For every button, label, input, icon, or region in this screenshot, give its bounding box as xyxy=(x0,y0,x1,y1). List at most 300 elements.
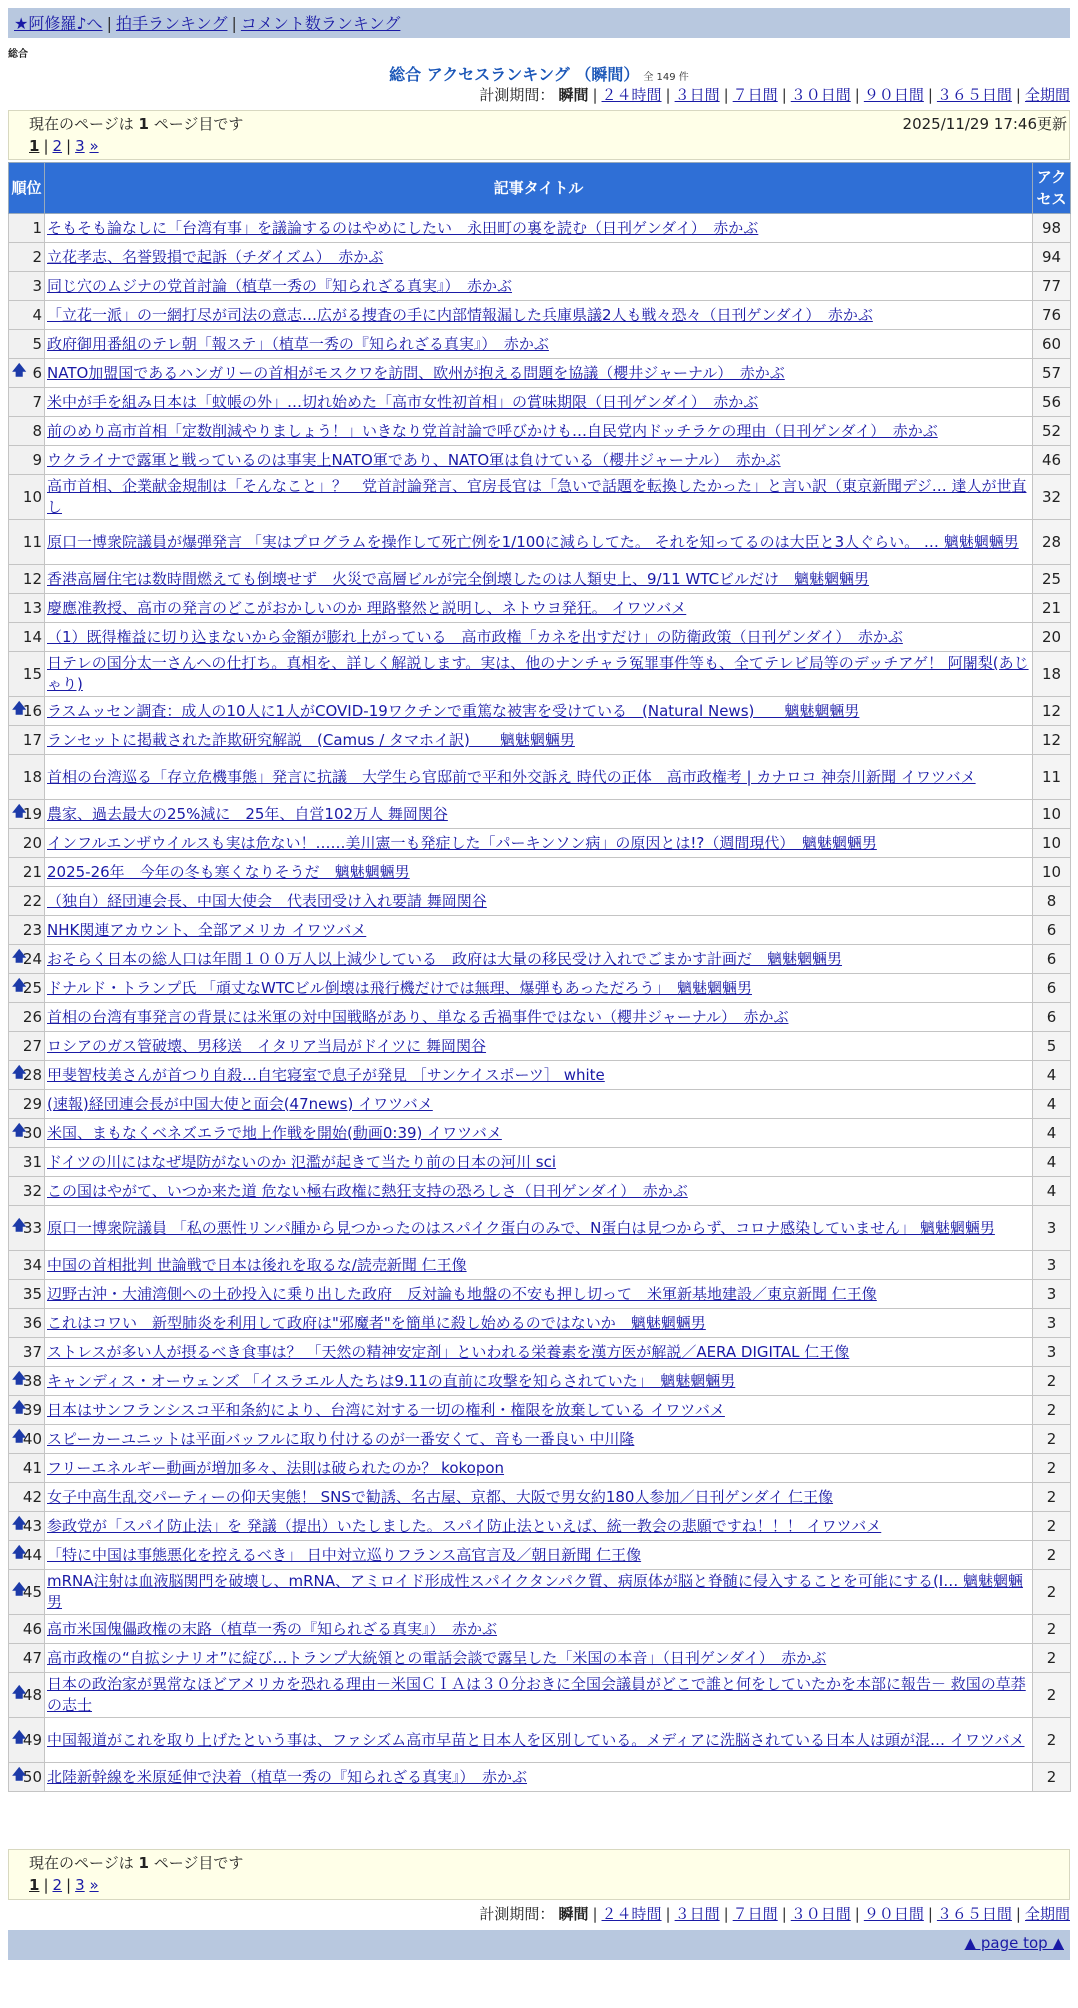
rank-number: 37 xyxy=(22,1343,42,1361)
article-title-link[interactable]: 原口一博衆院議員 「私の悪性リンパ腫から見つかったのはスパイク蛋白のみで、N蛋白は見つからず、コロナ感染していません」 魑魅魍魎男 xyxy=(47,1218,995,1237)
rank-cell xyxy=(9,1541,45,1570)
arrow-up-icon: 🡅 xyxy=(12,700,27,717)
article-title-link[interactable]: おそらく日本の総人口は年間１００万人以上減少している 政府は大量の移民受け入れでごまかす計画だ 魑魅魍魎男 xyxy=(47,949,843,968)
access-count: 4 xyxy=(1033,1090,1071,1119)
title-cell xyxy=(45,1206,1033,1251)
period-7d-link[interactable]: ７日間 xyxy=(732,1905,778,1923)
arrow-up-icon: 🡅 xyxy=(12,1515,27,1532)
rank-number: 50 xyxy=(22,1768,42,1786)
pager-page-2-link[interactable]: 2 xyxy=(52,1876,63,1894)
access-count: 2 xyxy=(1033,1570,1071,1615)
title-cell xyxy=(45,1570,1033,1615)
article-title-link[interactable]: 米中が手を組み日本は「蚊帳の外」…切れ始めた「高市女性初首相」の賞味期限（日刊ゲンダイ） 赤かぶ xyxy=(47,392,759,411)
period-24h-link[interactable]: ２４時間 xyxy=(601,86,662,104)
rank-cell xyxy=(9,1119,45,1148)
pager-status-text: 現在のページは xyxy=(29,1854,139,1872)
article-title-link[interactable]: 首相の台湾巡る「存立危機事態」発言に抗議 大学生ら官邸前で平和外交訴え 時代の正体 高市政権考 | カナロコ 神奈川新聞 イワツバメ xyxy=(47,767,976,786)
title-cell xyxy=(45,520,1033,565)
article-title-link[interactable]: スピーカーユニットは平面バッフルに取り付けるのが一番安くて、音も一番良い 中川隆 xyxy=(47,1429,635,1448)
article-title-link[interactable]: 参政党が「スパイ防止法」を 発議（提出）いたしました。スパイ防止法といえば、統一教会の悲願ですね！！！ イワツバメ xyxy=(47,1516,882,1535)
access-count: 2 xyxy=(1033,1718,1071,1763)
title-cell xyxy=(45,594,1033,623)
title-cell xyxy=(45,1148,1033,1177)
article-title-link[interactable]: 慶應准教授、高市の発言のどこがおかしいのか 理路整然と説明し、ネトウヨ発狂。 イワツバメ xyxy=(47,598,687,617)
period-90d-link[interactable]: ９０日間 xyxy=(863,86,924,104)
access-count: 10 xyxy=(1033,800,1071,829)
rank-cell xyxy=(9,755,45,800)
table-row xyxy=(9,388,1071,417)
title-cell xyxy=(45,475,1033,520)
access-count: 6 xyxy=(1033,945,1071,974)
title-cell xyxy=(45,916,1033,945)
rank-column-header: 順位 xyxy=(9,163,45,214)
rank-number: 39 xyxy=(22,1401,42,1419)
arrow-up-icon: 🡅 xyxy=(12,1217,27,1234)
rank-number: 31 xyxy=(22,1153,42,1171)
period-all-link[interactable]: 全期間 xyxy=(1024,1905,1070,1923)
rank-cell xyxy=(9,726,45,755)
pager-links xyxy=(29,1874,1049,1896)
rank-number: 30 xyxy=(22,1124,42,1142)
table-row xyxy=(9,697,1071,726)
table-row xyxy=(9,916,1071,945)
access-count: 6 xyxy=(1033,916,1071,945)
pager-status-text: 現在のページは xyxy=(29,115,139,133)
access-count: 57 xyxy=(1033,359,1071,388)
rank-number: 2 xyxy=(32,248,42,266)
arrow-up-icon: 🡅 xyxy=(12,803,27,820)
article-title-link[interactable]: mRNA注射は血液脳関門を破壊し、mRNA、アミロイド形成性スパイクタンパク質、病原体が脳と脊髄に侵入することを可能にする(I… 魑魅魍魎男 xyxy=(47,1572,1023,1611)
title-cell xyxy=(45,1483,1033,1512)
access-count: 18 xyxy=(1033,652,1071,697)
arrow-up-icon: 🡅 xyxy=(12,1544,27,1561)
updated-timestamp: 2025/11/29 17:46更新 xyxy=(902,115,1067,133)
rank-cell xyxy=(9,446,45,475)
rank-cell xyxy=(9,1454,45,1483)
rank-cell xyxy=(9,1570,45,1615)
rank-number: 35 xyxy=(22,1285,42,1303)
period-7d-link[interactable]: ７日間 xyxy=(732,86,778,104)
comment-ranking-link[interactable]: コメント数ランキング xyxy=(240,14,401,33)
article-title-link[interactable]: キャンディス・オーウェンズ 「イスラエル人たちは9.11の直前に攻撃を知らされていた」 魑魅魍魎男 xyxy=(47,1371,736,1390)
rank-number: 29 xyxy=(22,1095,42,1113)
article-title-link[interactable]: ストレスが多い人が摂るべき食事は？ 「天然の精神安定剤」といわれる栄養素を漢方医が解説／AERA DIGITAL 仁王像 xyxy=(47,1342,850,1361)
title-cell xyxy=(45,755,1033,800)
article-title-link[interactable]: 「特に中国は事態悪化を控えるべき」 日中対立巡りフランス高官言及／朝日新聞 仁王像 xyxy=(47,1545,642,1564)
article-title-link[interactable]: インフルエンザウイルスも実は危ない！……美川憲一も発症した「パーキンソン病」の原因とは!?（週間現代） 魑魅魍魎男 xyxy=(47,833,877,852)
rank-number: 36 xyxy=(22,1314,42,1332)
access-count: 2 xyxy=(1033,1644,1071,1673)
rank-cell xyxy=(9,829,45,858)
pager-page-3-link[interactable]: 3 xyxy=(75,137,85,155)
title-cell xyxy=(45,214,1033,243)
rank-number: 49 xyxy=(22,1731,42,1749)
pager-current-page: 1 xyxy=(29,1876,40,1894)
article-title-link[interactable]: ドイツの川にはなぜ堤防がないのか 氾濫が起きて当たり前の日本の河川 sci xyxy=(47,1152,557,1171)
rank-cell xyxy=(9,1425,45,1454)
arrow-up-icon: 🡅 xyxy=(12,1122,27,1139)
table-row xyxy=(9,1718,1071,1763)
access-count: 3 xyxy=(1033,1206,1071,1251)
table-row xyxy=(9,1032,1071,1061)
rank-number: 22 xyxy=(22,892,42,910)
pager-current-page: 1 xyxy=(29,137,40,155)
title-cell xyxy=(45,1309,1033,1338)
period-separator: | xyxy=(927,86,933,104)
table-row xyxy=(9,1280,1071,1309)
period-30d-link[interactable]: ３０日間 xyxy=(790,1905,851,1923)
rank-cell xyxy=(9,1483,45,1512)
arrow-up-icon: 🡅 xyxy=(12,1370,27,1387)
period-selector xyxy=(479,84,1070,105)
arrow-up-icon: 🡅 xyxy=(12,1399,27,1416)
ranking-table xyxy=(8,162,1071,1792)
arrow-up-icon: 🡅 xyxy=(12,948,27,965)
article-title-link[interactable]: 辺野古沖・大浦湾側への土砂投入に乗り出した政府 反対論も地盤の不安も押し切って 米軍新基地建設／東京新聞 仁王像 xyxy=(47,1284,877,1303)
arrow-up-icon: 🡅 xyxy=(12,1064,27,1081)
access-count: 20 xyxy=(1033,623,1071,652)
period-separator: | xyxy=(854,86,860,104)
rank-number: 47 xyxy=(22,1649,42,1667)
rank-cell xyxy=(9,1644,45,1673)
title-cell xyxy=(45,1541,1033,1570)
title-cell xyxy=(45,1090,1033,1119)
article-title-link[interactable]: 高市首相、企業献金規制は「そんなこと」？ 党首討論発言、官房長官は「急いで話題を転換したかった」と言い訳（東京新聞デジ… 達人が世直し xyxy=(47,477,1027,516)
article-title-link[interactable]: 高市米国傀儡政権の末路（植草一秀の『知られざる真実』） 赤かぶ xyxy=(47,1619,498,1638)
rank-number: 11 xyxy=(22,533,42,551)
access-count: 12 xyxy=(1033,697,1071,726)
rank-number: 7 xyxy=(32,393,42,411)
access-count: 4 xyxy=(1033,1061,1071,1090)
article-title-link[interactable]: ロシアのガス管破壊、男移送 イタリア当局がドイツに 舞岡関谷 xyxy=(47,1036,487,1055)
article-title-link[interactable]: そもそも論なしに「台湾有事」を議論するのはやめにしたい 永田町の裏を読む（日刊ゲンダイ） 赤かぶ xyxy=(47,218,759,237)
pager-next-link[interactable]: » xyxy=(89,137,99,155)
table-row xyxy=(9,652,1071,697)
rank-cell xyxy=(9,800,45,829)
access-count: 3 xyxy=(1033,1280,1071,1309)
rank-cell xyxy=(9,697,45,726)
rank-cell xyxy=(9,1177,45,1206)
arrow-up-icon: 🡅 xyxy=(12,977,27,994)
access-count: 10 xyxy=(1033,858,1071,887)
top-nav-bar xyxy=(8,8,1070,38)
table-row xyxy=(9,1119,1071,1148)
nav-separator: | xyxy=(231,14,237,33)
table-row xyxy=(9,1177,1071,1206)
title-cell xyxy=(45,330,1033,359)
period-separator: | xyxy=(665,86,671,104)
article-title-link[interactable]: 「立花一派」の一網打尽が司法の意志…広がる捜査の手に内部情報漏した兵庫県議2人も戦々恐々（日刊ゲンダイ） 赤かぶ xyxy=(47,305,873,324)
rank-number: 9 xyxy=(32,451,42,469)
title-cell xyxy=(45,1177,1033,1206)
title-cell xyxy=(45,1763,1033,1792)
period-separator: | xyxy=(1015,86,1021,104)
table-row xyxy=(9,974,1071,1003)
title-cell xyxy=(45,1251,1033,1280)
access-count: 56 xyxy=(1033,388,1071,417)
table-row xyxy=(9,475,1071,520)
title-cell xyxy=(45,858,1033,887)
rank-number: 26 xyxy=(22,1008,42,1026)
arrow-up-icon: 🡅 xyxy=(12,1729,27,1746)
rank-number: 4 xyxy=(32,306,42,324)
category-label: 総合 xyxy=(8,49,28,60)
period-365d-link[interactable]: ３６５日間 xyxy=(936,1905,1012,1923)
rank-cell xyxy=(9,945,45,974)
article-title-link[interactable]: 中国の首相批判 世論戦で日本は後れを取るな/読売新聞 仁王像 xyxy=(47,1255,467,1274)
title-cell xyxy=(45,1615,1033,1644)
rank-cell xyxy=(9,1280,45,1309)
table-row xyxy=(9,1338,1071,1367)
article-title-link[interactable]: 前のめり高市首相「定数削減やりましょう！」いきなり党首討論で呼びかけも…自民党内ドッチラケの理由（日刊ゲンダイ） 赤かぶ xyxy=(47,421,938,440)
table-row xyxy=(9,214,1071,243)
access-count: 94 xyxy=(1033,243,1071,272)
period-365d-link[interactable]: ３６５日間 xyxy=(936,86,1012,104)
applause-ranking-link[interactable]: 拍手ランキング xyxy=(115,14,228,33)
article-title-link[interactable]: NATO加盟国であるハンガリーの首相がモスクワを訪問、欧州が抱える問題を協議（櫻井ジャーナル） 赤かぶ xyxy=(47,363,785,382)
access-count: 98 xyxy=(1033,214,1071,243)
rank-cell xyxy=(9,243,45,272)
period-3d-link[interactable]: ３日間 xyxy=(674,1905,720,1923)
access-count: 2 xyxy=(1033,1396,1071,1425)
table-row xyxy=(9,1644,1071,1673)
title-cell xyxy=(45,623,1033,652)
title-cell xyxy=(45,1003,1033,1032)
title-cell xyxy=(45,417,1033,446)
table-row xyxy=(9,446,1071,475)
table-row xyxy=(9,755,1071,800)
table-row xyxy=(9,1148,1071,1177)
asyura-home-link[interactable]: ★阿修羅♪へ xyxy=(14,14,103,33)
rank-cell xyxy=(9,1367,45,1396)
article-title-link[interactable]: フリーエネルギー動画が増加多々、法則は破られたのか？ kokopon xyxy=(47,1458,505,1477)
pager-status-line xyxy=(29,113,1067,135)
pager-page-3-link[interactable]: 3 xyxy=(75,1876,85,1894)
article-title-link[interactable]: ドナルド・トランプ氏 「頑丈なWTCビル倒壊は飛行機だけでは無理、爆弾もあっただろう」 魑魅魍魎男 xyxy=(47,978,752,997)
table-row xyxy=(9,1673,1071,1718)
article-title-link[interactable]: 2025-26年 今年の冬も寒くなりそうだ 魑魅魍魎男 xyxy=(47,862,410,881)
rank-cell xyxy=(9,1206,45,1251)
ranking-title xyxy=(0,62,1078,85)
period-all-link[interactable]: 全期間 xyxy=(1024,86,1070,104)
title-cell xyxy=(45,1396,1033,1425)
footer-bar xyxy=(8,1930,1070,1960)
access-count: 28 xyxy=(1033,520,1071,565)
period-separator: | xyxy=(723,1905,729,1923)
rank-number: 21 xyxy=(22,863,42,881)
article-title-link[interactable]: ランセットに掲載された詐欺研究解説 (Camus / タマホイ訳) 魑魅魍魎男 xyxy=(47,730,575,749)
period-selector-bottom xyxy=(479,1903,1070,1924)
rank-number: 8 xyxy=(32,422,42,440)
article-title-link[interactable]: (速報)経団連会長が中国大使と面会(47news) イワツバメ xyxy=(47,1094,433,1113)
period-30d-link[interactable]: ３０日間 xyxy=(790,86,851,104)
article-title-link[interactable]: 女子中高生乱交パーティーの仰天実態！ SNSで勧誘、名古屋、京都、大阪で男女約180人参加／日刊ゲンダイ 仁王像 xyxy=(47,1487,834,1506)
page-top-link[interactable]: ▲ page top ▲ xyxy=(964,1934,1064,1952)
rank-number: 38 xyxy=(22,1372,42,1390)
access-count: 77 xyxy=(1033,272,1071,301)
table-row xyxy=(9,623,1071,652)
table-row xyxy=(9,829,1071,858)
access-count: 4 xyxy=(1033,1119,1071,1148)
table-row xyxy=(9,1061,1071,1090)
rank-cell xyxy=(9,1090,45,1119)
pager-status-text: ページ目です xyxy=(148,1854,244,1872)
rank-cell xyxy=(9,623,45,652)
rank-number: 14 xyxy=(22,628,42,646)
rank-cell xyxy=(9,1512,45,1541)
rank-cell xyxy=(9,359,45,388)
access-count: 2 xyxy=(1033,1483,1071,1512)
title-cell xyxy=(45,1454,1033,1483)
article-title-link[interactable]: 日本はサンフランシスコ平和条約により、台湾に対する一切の権利・権限を放棄している イワツバメ xyxy=(47,1400,725,1419)
rank-number: 46 xyxy=(22,1620,42,1638)
rank-cell xyxy=(9,1396,45,1425)
pager-next-link[interactable]: » xyxy=(89,1876,99,1894)
article-title-link[interactable]: NHK関連アカウント、全部アメリカ イワツバメ xyxy=(47,920,367,939)
rank-number: 20 xyxy=(22,834,42,852)
rank-cell xyxy=(9,1763,45,1792)
table-row xyxy=(9,800,1071,829)
access-count: 52 xyxy=(1033,417,1071,446)
title-cell xyxy=(45,1425,1033,1454)
rank-cell xyxy=(9,974,45,1003)
pager-separator: | xyxy=(43,137,49,155)
rank-cell xyxy=(9,1061,45,1090)
pager-links xyxy=(29,135,1049,157)
article-title-link[interactable]: ラスムッセン調査：成人の10人に1人がCOVID-19ワクチンで重篤な被害を受けている (Natural News) 魑魅魍魎男 xyxy=(47,701,860,720)
article-title-link[interactable]: 高市政権の“自拡シナリオ”に綻び…トランプ大統領との電話会談で露呈した「米国の本音」（日刊ゲンダイ） 赤かぶ xyxy=(47,1648,827,1667)
article-title-link[interactable]: 中国報道がこれを取り上げたという事は、ファシズム高市早苗と日本人を区別している。メディアに洗脳されている日本人は頭が混… イワツバメ xyxy=(47,1730,1025,1749)
period-separator: | xyxy=(781,86,787,104)
table-row xyxy=(9,330,1071,359)
table-row xyxy=(9,1396,1071,1425)
title-cell xyxy=(45,446,1033,475)
rank-number: 40 xyxy=(22,1430,42,1448)
title-cell xyxy=(45,1718,1033,1763)
rank-cell xyxy=(9,1615,45,1644)
article-title-link[interactable]: 原口一博衆院議員が爆弾発言 「実はプログラムを操作して死亡例を1/100に減らしてた。 それを知ってるのは大臣と3人ぐらい。 … 魑魅魍魎男 xyxy=(47,532,1019,551)
rank-cell xyxy=(9,1309,45,1338)
table-row xyxy=(9,272,1071,301)
article-title-link[interactable]: 同じ穴のムジナの党首討論（植草一秀の『知られざる真実』） 赤かぶ xyxy=(47,276,513,295)
access-count: 11 xyxy=(1033,755,1071,800)
access-count: 4 xyxy=(1033,1148,1071,1177)
rank-number: 10 xyxy=(22,488,42,506)
rank-number: 3 xyxy=(32,277,42,295)
period-3d-link[interactable]: ３日間 xyxy=(674,86,720,104)
table-row xyxy=(9,301,1071,330)
article-title-link[interactable]: 甲斐智枝美さんが首つり自殺…自宅寝室で息子が発見 ［サンケイスポーツ］ white xyxy=(47,1065,605,1084)
access-count: 21 xyxy=(1033,594,1071,623)
pager-bottom xyxy=(8,1849,1070,1900)
title-cell xyxy=(45,887,1033,916)
rank-number: 44 xyxy=(22,1546,42,1564)
title-cell xyxy=(45,726,1033,755)
rank-number: 17 xyxy=(22,731,42,749)
rank-cell xyxy=(9,1338,45,1367)
table-row xyxy=(9,1454,1071,1483)
rank-cell xyxy=(9,1003,45,1032)
table-row xyxy=(9,1251,1071,1280)
table-row xyxy=(9,726,1071,755)
access-count: 6 xyxy=(1033,974,1071,1003)
rank-number: 18 xyxy=(22,768,42,786)
title-cell xyxy=(45,359,1033,388)
period-current: 瞬間 xyxy=(558,86,589,104)
title-cell xyxy=(45,974,1033,1003)
article-title-link[interactable]: 立花孝志、名誉毀損で起訴（チダイズム） 赤かぶ xyxy=(47,247,384,266)
title-cell xyxy=(45,1119,1033,1148)
period-separator: | xyxy=(723,86,729,104)
rank-cell xyxy=(9,520,45,565)
article-title-link[interactable]: ウクライナで露軍と戦っているのは事実上NATO軍であり、NATO軍は負けている（櫻井ジャーナル） 赤かぶ xyxy=(47,450,781,469)
title-column-header: 記事タイトル xyxy=(45,163,1033,214)
article-title-link[interactable]: 農家、過去最大の25%減に 25年、自営102万人 舞岡関谷 xyxy=(47,804,448,823)
rank-number: 43 xyxy=(22,1517,42,1535)
article-title-link[interactable]: 香港高層住宅は数時間燃えても倒壊せず 火災で高層ビルが完全倒壊したのは人類史上、9/11 WTCビルだけ 魑魅魍魎男 xyxy=(47,569,870,588)
access-count: 10 xyxy=(1033,829,1071,858)
title-cell xyxy=(45,1338,1033,1367)
rank-number: 32 xyxy=(22,1182,42,1200)
table-row xyxy=(9,520,1071,565)
pager-status-page: 1 xyxy=(138,115,149,133)
rank-cell xyxy=(9,887,45,916)
table-row xyxy=(9,1763,1071,1792)
article-title-link[interactable]: （1）既得権益に切り込まないから金額が膨れ上がっている 高市政権「カネを出すだけ」の防衛政策（日刊ゲンダイ） 赤かぶ xyxy=(47,627,903,646)
table-row xyxy=(9,945,1071,974)
title-cell xyxy=(45,829,1033,858)
title-cell xyxy=(45,652,1033,697)
access-count: 60 xyxy=(1033,330,1071,359)
pager-status-page: 1 xyxy=(138,1854,149,1872)
access-count: 2 xyxy=(1033,1367,1071,1396)
table-header-row xyxy=(9,163,1071,214)
rank-cell xyxy=(9,1673,45,1718)
article-title-link[interactable]: （独自）経団連会長、中国大使会 代表団受け入れ要請 舞岡関谷 xyxy=(47,891,487,910)
rank-cell xyxy=(9,475,45,520)
access-count: 3 xyxy=(1033,1309,1071,1338)
access-count: 8 xyxy=(1033,887,1071,916)
rank-cell xyxy=(9,388,45,417)
article-title-link[interactable]: これはコワい 新型肺炎を利用して政府は"邪魔者"を簡単に殺し始めるのではないか 魑魅魍魎男 xyxy=(47,1313,706,1332)
rank-cell xyxy=(9,301,45,330)
article-title-link[interactable]: 北陸新幹線を米原延伸で決着（植草一秀の『知られざる真実』） 赤かぶ xyxy=(47,1767,528,1786)
access-count: 2 xyxy=(1033,1512,1071,1541)
article-title-link[interactable]: 首相の台湾有事発言の背景には米軍の対中国戦略があり、単なる舌禍事件ではない（櫻井ジャーナル） 赤かぶ xyxy=(47,1007,789,1026)
period-separator: | xyxy=(592,1905,598,1923)
title-cell xyxy=(45,243,1033,272)
table-row xyxy=(9,1615,1071,1644)
title-cell xyxy=(45,1512,1033,1541)
article-title-link[interactable]: 日本の政治家が異常なほどアメリカを恐れる理由－米国ＣＩＡは３０分おきに全国会議員がどこで誰と何をしていたかを本部に報告－ 救国の草莽の志士 xyxy=(47,1675,1026,1714)
rank-cell xyxy=(9,214,45,243)
table-row xyxy=(9,887,1071,916)
rank-number: 34 xyxy=(22,1256,42,1274)
pager-separator: | xyxy=(43,1876,49,1894)
article-title-link[interactable]: 米国、まもなくベネズエラで地上作戦を開始(動画0:39) イワツバメ xyxy=(47,1123,502,1142)
rank-number: 19 xyxy=(22,805,42,823)
pager-page-2-link[interactable]: 2 xyxy=(52,137,63,155)
title-cell xyxy=(45,697,1033,726)
rank-cell xyxy=(9,1032,45,1061)
arrow-up-icon: 🡅 xyxy=(12,1684,27,1701)
article-title-link[interactable]: 政府御用番組のテレ朝「報ステ」（植草一秀の『知られざる真実』） 赤かぶ xyxy=(47,334,549,353)
period-90d-link[interactable]: ９０日間 xyxy=(863,1905,924,1923)
article-title-link[interactable]: この国はやがて、いつか来た道 危ない極右政権に熱狂支持の恐ろしさ（日刊ゲンダイ） 赤かぶ xyxy=(47,1181,688,1200)
table-row xyxy=(9,1309,1071,1338)
article-title-link[interactable]: 日テレの国分太一さんへの仕打ち。真相を、詳しく解説します。実は、他のナンチャラ冤罪事件等も、全てテレビ局等のデッチアゲ！ 阿闍梨(あじゃり) xyxy=(47,654,1029,693)
period-24h-link[interactable]: ２４時間 xyxy=(601,1905,662,1923)
